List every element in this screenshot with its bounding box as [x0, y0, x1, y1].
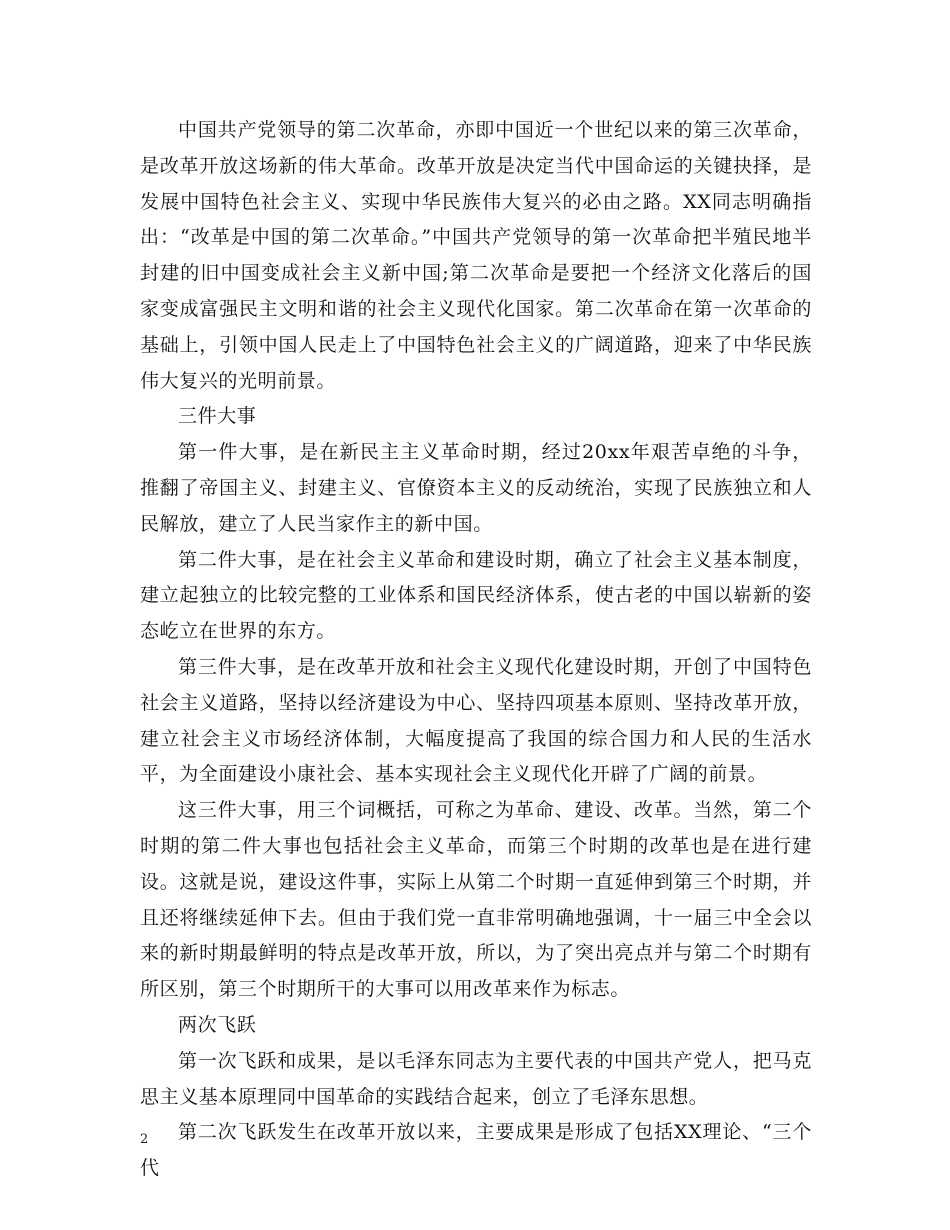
page-number: 2 [140, 1132, 149, 1147]
section-heading-two-leaps: 两次飞跃 [178, 1013, 257, 1036]
section-heading-three-major-events: 三件大事 [178, 405, 257, 428]
document-body [140, 113, 812, 1187]
paragraph-summary-of-events: 这三件大事，用三个词概括，可称之为革命、建设、改革。当然，第二个时期的第二件大事也包括社会主义革命，而第三个时期的改革也是在进行建设。这就是说，建设这件事，实际上从第二个时期一直延伸到第三个时期，并且还将继续延伸下去。但由于我们党一直非常明确地强调，十一届三中全会以来的新时期最鲜明的特点是改革开放，所以，为了突出亮点并与第二个时期有所区别，第三个时期所干的大事可以用改革来作为标志。 [140, 799, 812, 1001]
paragraph-second-revolution: 中国共产党领导的第二次革命，亦即中国近一个世纪以来的第三次革命，是改革开放这场新的伟大革命。改革开放是决定当代中国命运的关键抉择，是发展中国特色社会主义、实现中华民族伟大复兴的必由之路。XX同志明确指出：“改革是中国的第二次革命。”中国共产党领导的第一次革命把半殖民地半封建的旧中国变成社会主义新中国;第二次革命是要把一个经济文化落后的国家变成富强民主文明和谐的社会主义现代化国家。第二次革命在第一次革命的基础上，引领中国人民走上了中国特色社会主义的广阔道路，迎来了中华民族伟大复兴的光明前景。 [140, 119, 812, 392]
paragraph-first-event: 第一件大事，是在新民主主义革命时期，经过20xx年艰苦卓绝的斗争，推翻了帝国主义、封建主义、官僚资本主义的反动统治，实现了民族独立和人民解放，建立了人民当家作主的新中国。 [140, 441, 812, 535]
paragraph-second-event: 第二件大事，是在社会主义革命和建设时期，确立了社会主义基本制度，建立起独立的比较完整的工业体系和国民经济体系，使古老的中国以崭新的姿态屹立在世界的东方。 [140, 548, 812, 643]
paragraph-second-leap: 第二次飞跃发生在改革开放以来，主要成果是形成了包括XX理论、“三个代 [140, 1121, 812, 1180]
paragraph-first-leap: 第一次飞跃和成果，是以毛泽东同志为主要代表的中国共产党人，把马克思主义基本原理同中国革命的实践结合起来，创立了毛泽东思想。 [140, 1049, 812, 1108]
paragraph-third-event: 第三件大事，是在改革开放和社会主义现代化建设时期，开创了中国特色社会主义道路，坚持以经济建设为中心、坚持四项基本原则、坚持改革开放，建立社会主义市场经济体制，大幅度提高了我国的综合国力和人民的生活水平，为全面建设小康社会、基本实现社会主义现代化开辟了广阔的前景。 [140, 655, 812, 786]
